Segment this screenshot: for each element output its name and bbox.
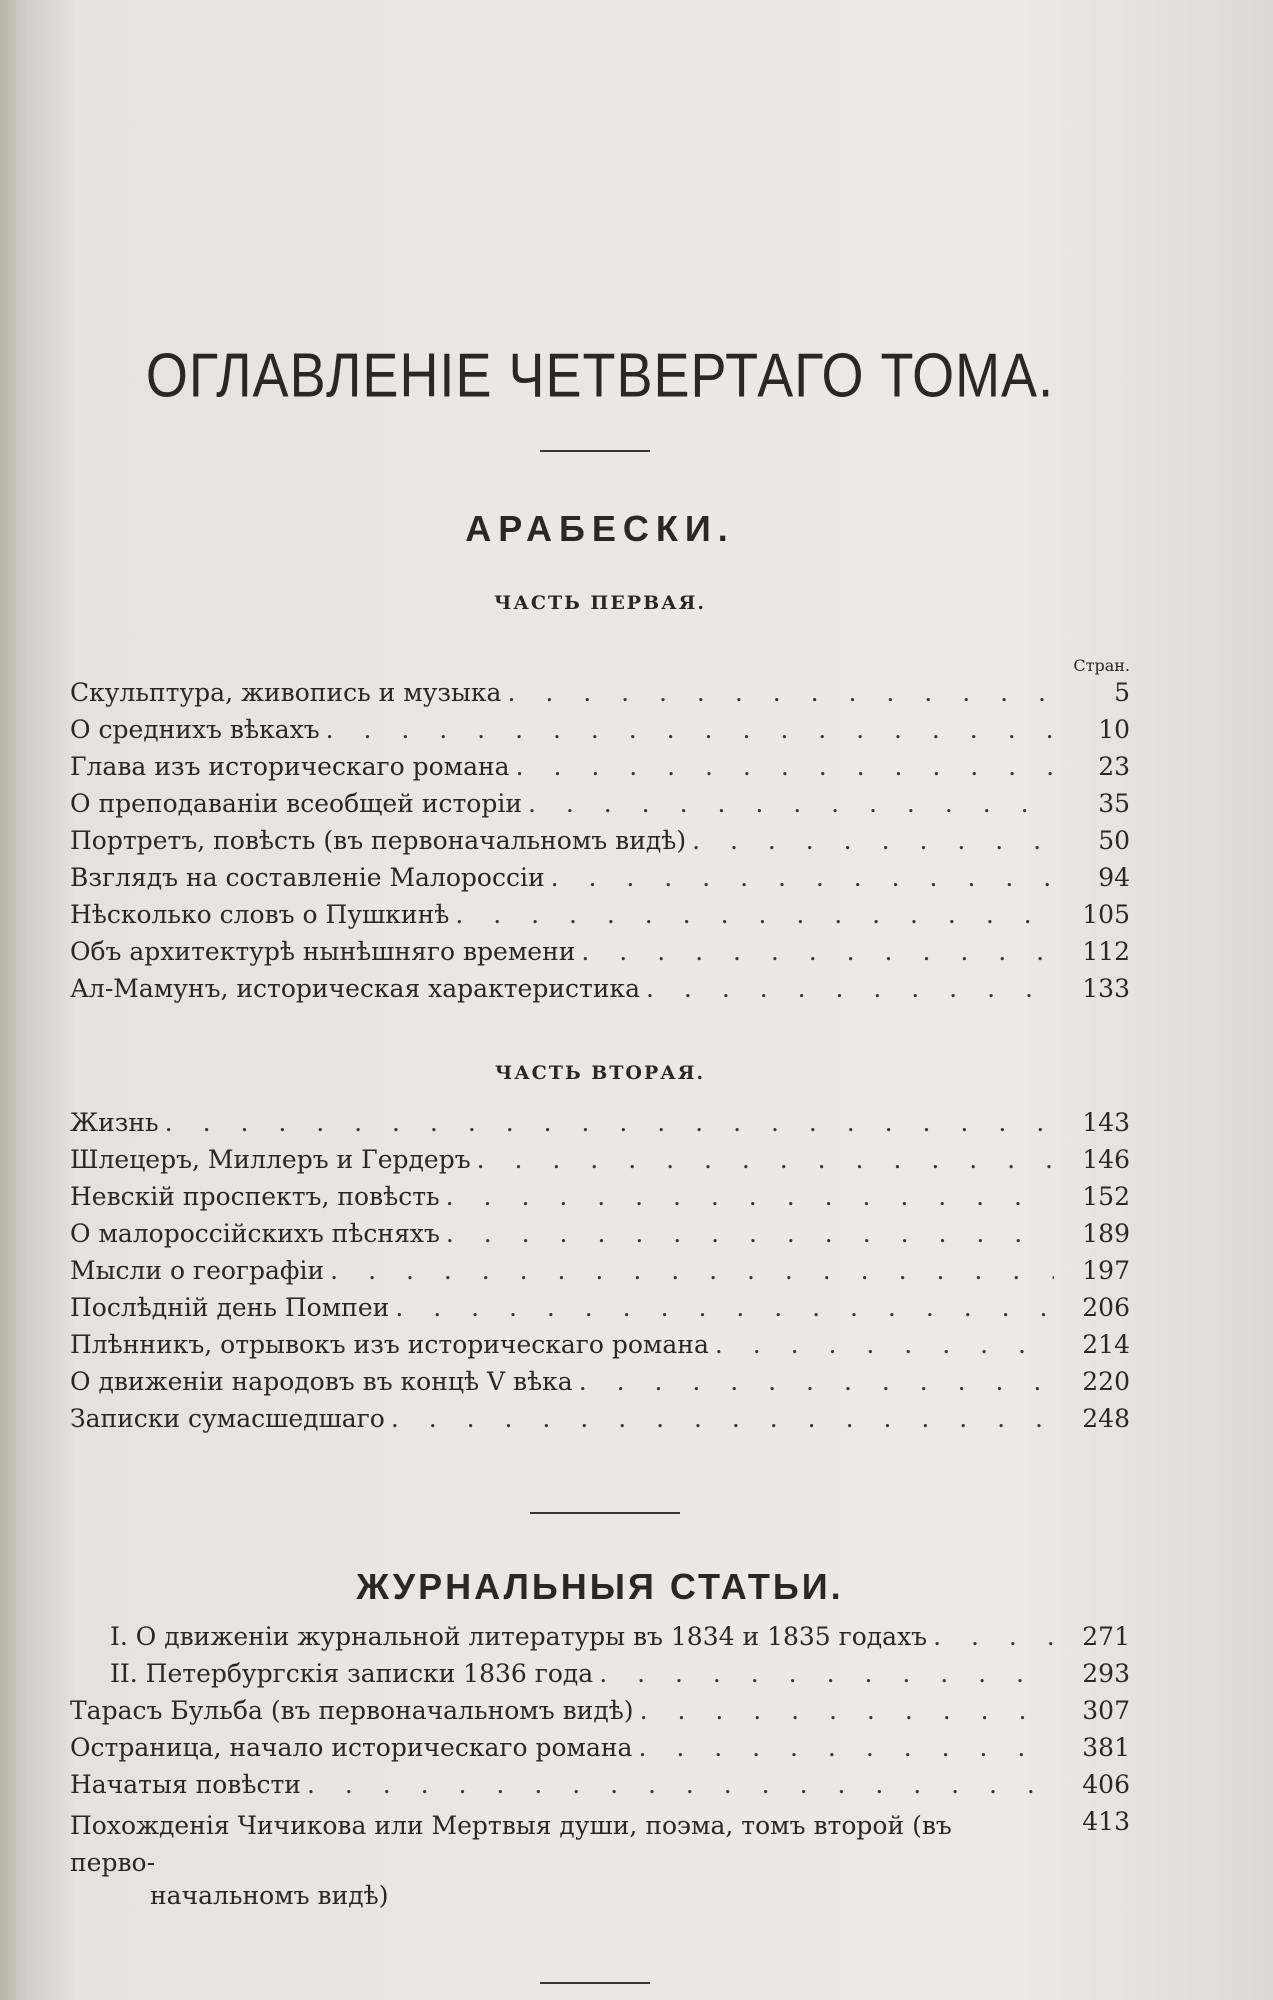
entry-title: Ал-Мамунъ, историческая характеристика [70,974,641,1003]
toc-entry[interactable] [70,863,1130,900]
entry-page: 105 [1082,900,1130,929]
section-heading-arabesques: АРАБЕСКИ. [465,508,735,549]
bottom-divider [540,1982,650,1984]
entry-title: Скульптура, живопись и музыка [70,678,502,707]
entry-page: 214 [1082,1330,1130,1359]
part-one-heading: ЧАСТЬ ПЕРВАЯ. [494,592,706,614]
section-divider [530,1512,680,1514]
toc-entry[interactable] [70,1145,1130,1182]
entry-page: 35 [1098,789,1130,818]
entry-page: 189 [1082,1219,1130,1248]
toc-entry[interactable] [70,1659,1130,1696]
page-column-label: Стран. [1073,656,1130,675]
journal-entries [70,1622,1130,1910]
entry-title: Жизнь [70,1108,159,1137]
entry-title: Послѣдній день Помпеи [70,1293,390,1322]
toc-entry[interactable] [70,715,1130,752]
entry-title: Шлецеръ, Миллеръ и Гердеръ [70,1145,471,1174]
toc-entry[interactable] [70,1256,1130,1293]
entry-title: Начатыя повѣсти [70,1770,301,1799]
entry-page: 220 [1082,1367,1130,1396]
entry-title: Глава изъ историческаго романа [70,752,510,781]
entry-page: 146 [1082,1145,1130,1174]
toc-entry[interactable] [70,1182,1130,1219]
entry-page: 406 [1082,1770,1130,1799]
toc-entry[interactable] [70,678,1130,715]
toc-entry[interactable] [70,1770,1130,1807]
toc-entry[interactable] [70,826,1130,863]
book-spine [0,0,28,2000]
entry-page: 152 [1082,1182,1130,1211]
entry-title: О преподаваніи всеобщей исторіи [70,789,522,818]
title-divider [540,450,650,452]
toc-entry[interactable] [70,900,1130,937]
toc-entry[interactable] [70,1219,1130,1256]
entry-title: О движеніи народовъ въ концѣ V вѣка [70,1367,573,1396]
entry-page: 112 [1082,937,1130,966]
toc-entry[interactable] [70,1404,1130,1441]
toc-entry[interactable] [70,1293,1130,1330]
entry-page: 23 [1098,752,1130,781]
toc-entry[interactable] [70,1330,1130,1367]
entry-title: Взглядъ на составленіе Малороссіи [70,863,545,892]
entry-page: 293 [1082,1659,1130,1688]
entry-title: Невскій проспектъ, повѣсть [70,1182,440,1211]
toc-entry[interactable] [70,1807,1130,1910]
entry-page: 94 [1098,863,1130,892]
entry-title: II. Петербургскія записки 1836 года [110,1659,594,1688]
toc-entry[interactable] [70,974,1130,1011]
entry-title: Похожденія Чичикова или Мертвыя души, поэма, томъ второй (въ перво- [70,1811,952,1877]
entry-title: Плѣнникъ, отрывокъ изъ историческаго романа [70,1330,709,1359]
entry-page: 50 [1098,826,1130,855]
toc-entry[interactable] [70,752,1130,789]
entry-title: Записки сумасшедшаго [70,1404,385,1433]
entry-title: Портретъ, повѣсть (въ первоначальномъ видѣ) [70,826,687,855]
entry-page: 413 [1082,1807,1130,1836]
entry-page: 206 [1082,1293,1130,1322]
entry-title: О среднихъ вѣкахъ [70,715,320,744]
entry-title: Тарасъ Бульба (въ первоначальномъ видѣ) [70,1696,634,1725]
entry-title-continuation: начальномъ видѣ) [150,1881,389,1910]
toc-entry[interactable] [70,1622,1130,1659]
toc-entry[interactable] [70,937,1130,974]
toc-entry[interactable] [70,1733,1130,1770]
entry-page: 381 [1082,1733,1130,1762]
toc-entry[interactable] [70,1108,1130,1145]
page-title: ОГЛАВЛЕНІЕ ЧЕТВЕРТАГО ТОМА. [145,341,1055,411]
entry-title: Мысли о географіи [70,1256,325,1285]
part-two-heading: ЧАСТЬ ВТОРАЯ. [494,1062,706,1084]
entry-page: 10 [1098,715,1130,744]
toc-entry[interactable] [70,1367,1130,1404]
part-two-entries [70,1108,1130,1441]
entry-title: Остраница, начало историческаго романа [70,1733,633,1762]
entry-page: 197 [1082,1256,1130,1285]
entry-page: 307 [1082,1696,1130,1725]
entry-page: 248 [1082,1404,1130,1433]
entry-title: I. О движеніи журнальной литературы въ 1834 и 1835 годахъ [110,1622,928,1651]
entry-page: 5 [1114,678,1130,707]
part-one-entries [70,678,1130,1011]
entry-title: Нѣсколько словъ о Пушкинѣ [70,900,450,929]
entry-page: 271 [1082,1622,1130,1651]
entry-page: 143 [1082,1108,1130,1137]
entry-page: 133 [1082,974,1130,1003]
section-heading-journal-articles: ЖУРНАЛЬНЫЯ СТАТЬИ. [356,1566,844,1607]
entry-title: О малороссійскихъ пѣсняхъ [70,1219,440,1248]
entry-title: Объ архитектурѣ нынѣшняго времени [70,937,576,966]
toc-entry[interactable] [70,789,1130,826]
toc-entry[interactable] [70,1696,1130,1733]
